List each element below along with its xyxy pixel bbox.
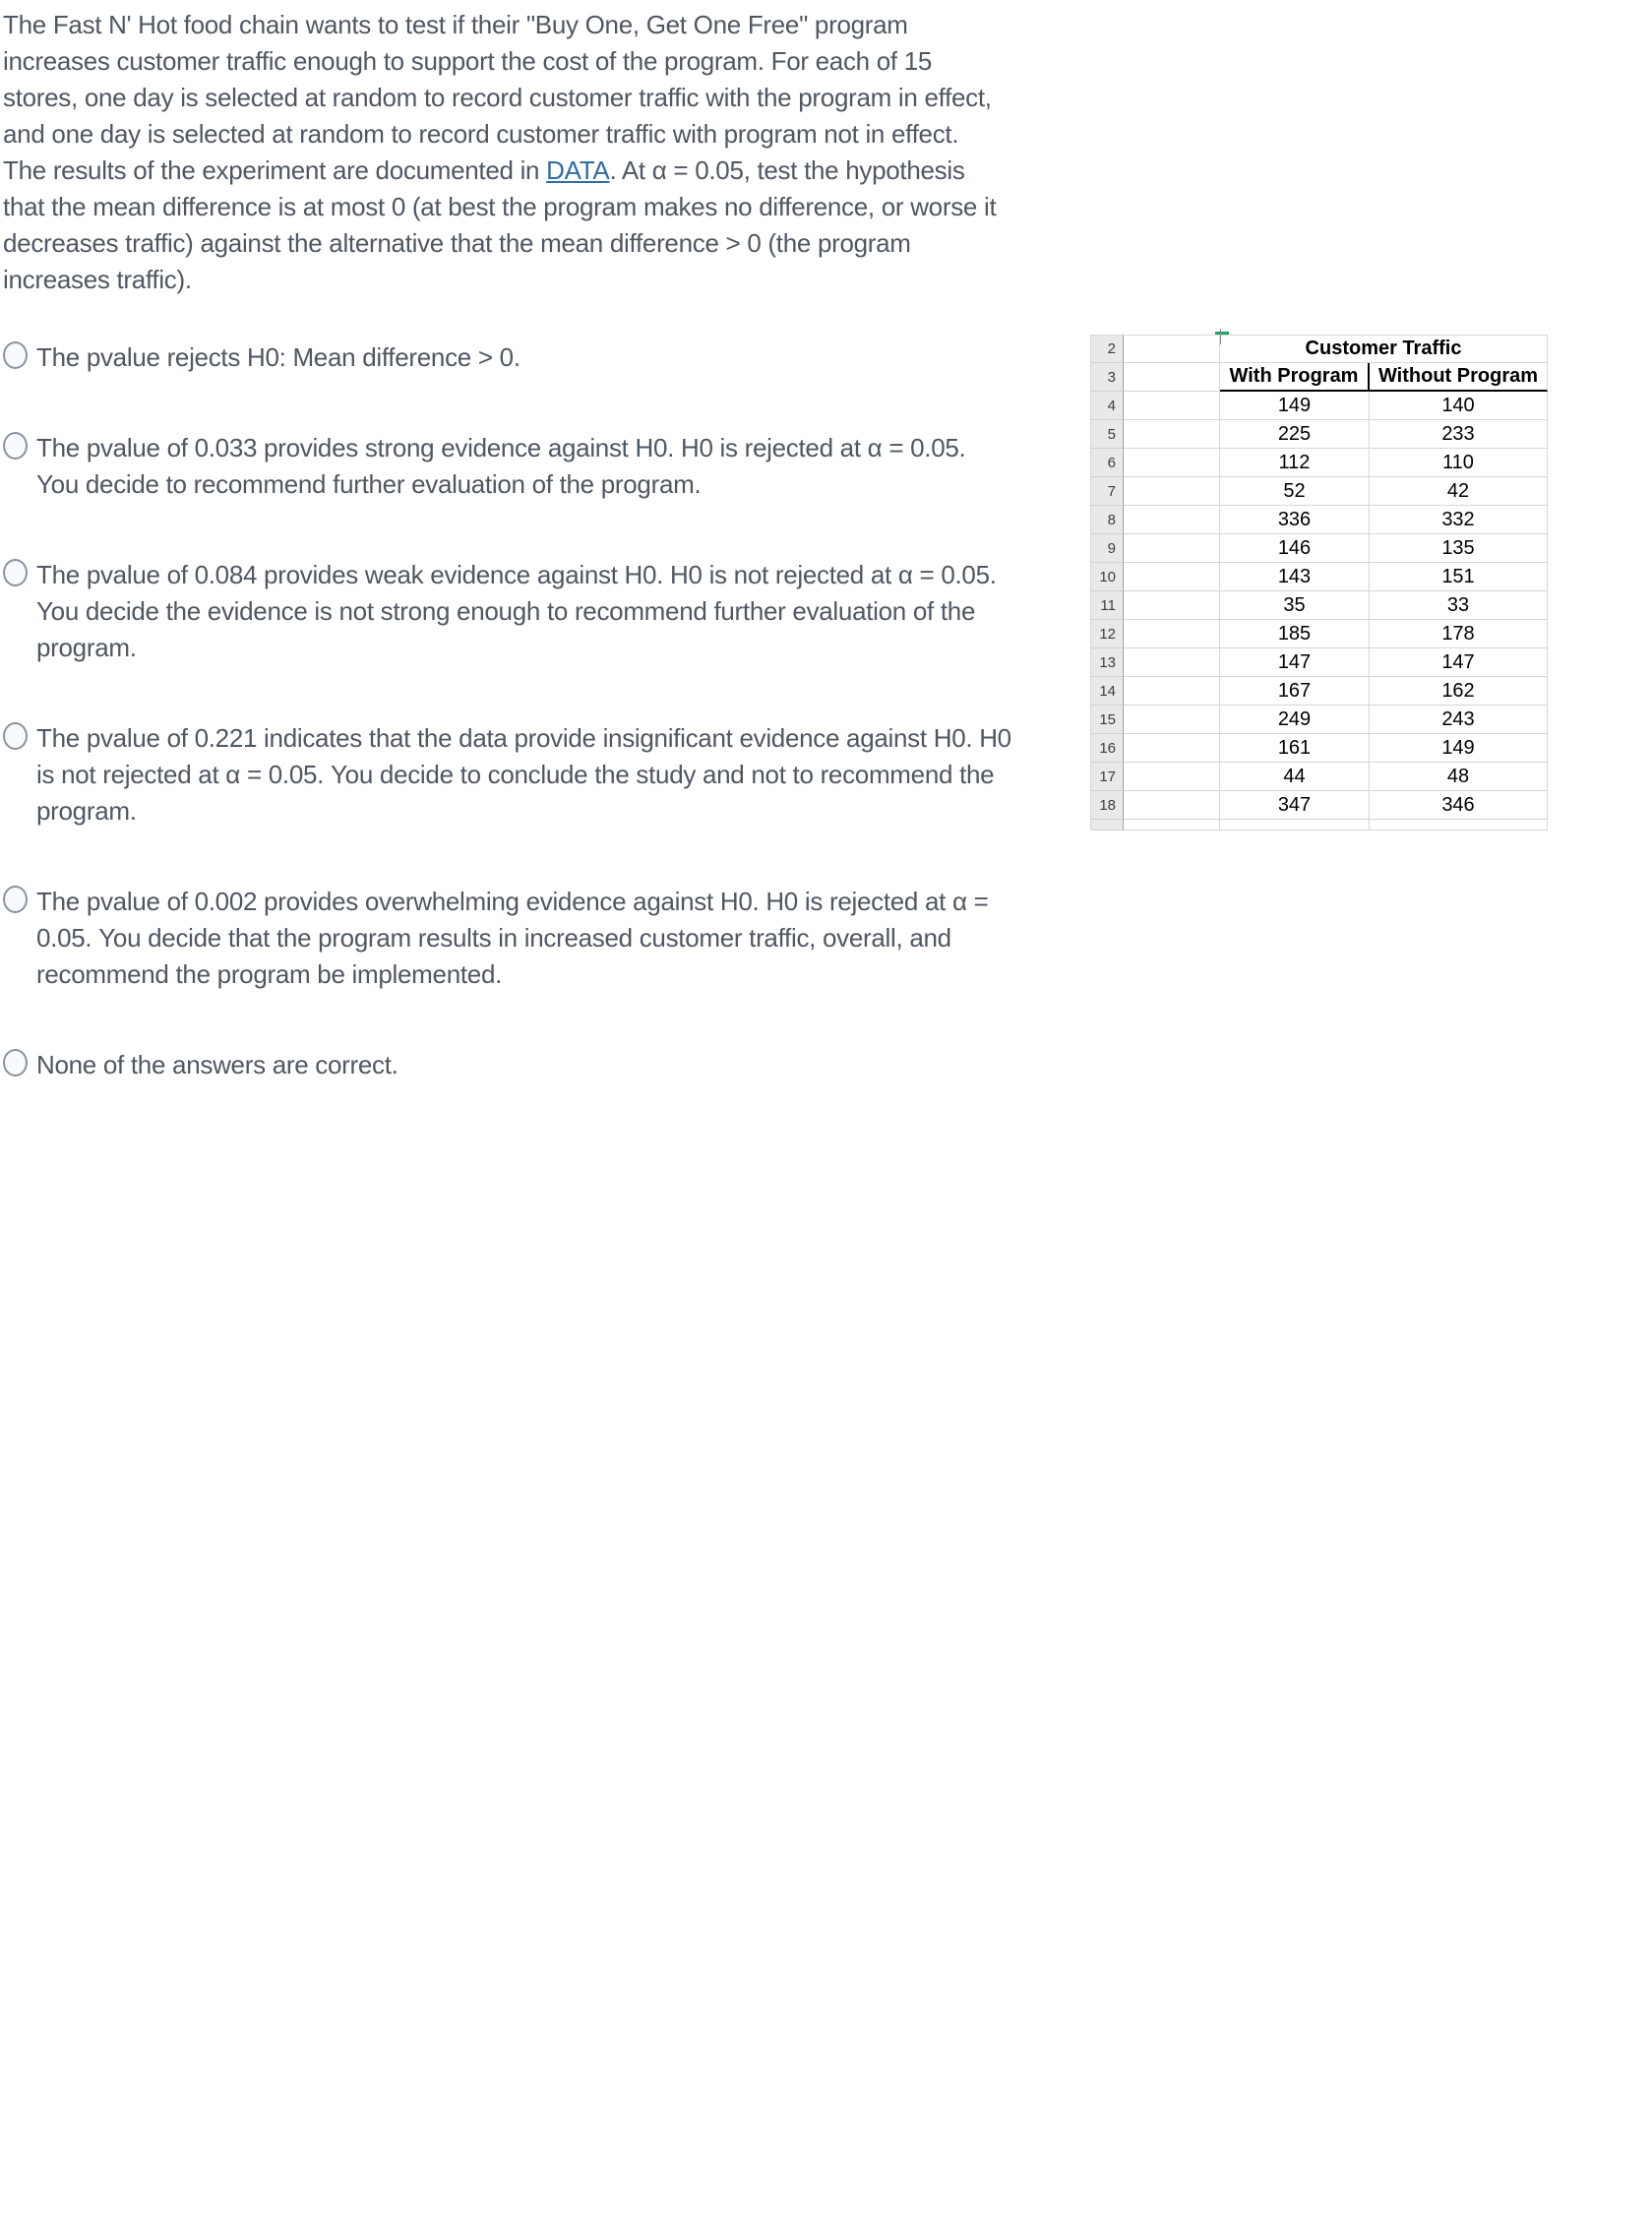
empty-cell <box>1370 820 1548 830</box>
empty-cell <box>1124 791 1220 820</box>
answer-option-label: The pvalue rejects H0: Mean difference > 0. <box>36 342 520 372</box>
without-program-value: 149 <box>1370 734 1548 763</box>
with-program-value: 167 <box>1220 677 1370 706</box>
without-program-value: 140 <box>1370 392 1548 420</box>
sheet-data-row <box>1090 706 1548 734</box>
with-program-value: 225 <box>1220 420 1370 449</box>
question-text <box>3 7 1003 298</box>
row-header: 4 <box>1090 392 1124 420</box>
empty-cell <box>1124 506 1220 534</box>
answer-option-label: The pvalue of 0.221 indicates that the data provide insignificant evidence against H0. H0 is not rejected at α = 0.05. You decide to conclude the study and not to recommend the program. <box>36 723 1011 826</box>
empty-cell <box>1220 820 1370 830</box>
sheet-data-row <box>1090 420 1548 449</box>
row-header: 8 <box>1090 506 1124 534</box>
with-program-value: 347 <box>1220 791 1370 820</box>
with-program-value: 112 <box>1220 449 1370 477</box>
row-header: 12 <box>1090 620 1124 648</box>
radio-button-icon[interactable] <box>3 722 28 750</box>
empty-cell <box>1124 563 1220 591</box>
empty-cell <box>1124 763 1220 791</box>
question-text-after-link: . At α = 0.05, test the hypothesis that the mean difference is at most 0 (at best the program makes no difference, or worse it decreases traffic) against the alternative that the mean difference > 0 (the program increases traffic). <box>3 155 997 294</box>
radio-button-icon[interactable] <box>3 1049 28 1076</box>
merged-title-cell: Customer Traffic <box>1220 335 1548 363</box>
question-text-before-link: The Fast N' Hot food chain wants to test if their "Buy One, Get One Free" program increases customer traffic enough to support the cost of the program. For each of 15 stores, one day is selected at random to record customer traffic with the program in effect, and one day is selected at random to record customer traffic with program not in effect. The results of the experiment are documented in <box>3 10 992 185</box>
row-header: 5 <box>1090 420 1124 449</box>
row-header: 13 <box>1090 648 1124 677</box>
sheet-data-row <box>1090 648 1548 677</box>
with-program-value: 147 <box>1220 648 1370 677</box>
answer-option-label: The pvalue of 0.084 provides weak evidence against H0. H0 is not rejected at α = 0.05. You decide the evidence is not strong enough to recommend further evaluation of the program. <box>36 560 997 662</box>
sheet-data-row <box>1090 677 1548 706</box>
row-header: 14 <box>1090 677 1124 706</box>
row-header <box>1090 820 1124 830</box>
row-header: 18 <box>1090 791 1124 820</box>
sheet-data-row <box>1090 734 1548 763</box>
sheet-data-row <box>1090 763 1548 791</box>
with-program-value: 161 <box>1220 734 1370 763</box>
sheet-row-partial <box>1090 820 1548 830</box>
sheet-data-row <box>1090 791 1548 820</box>
empty-cell <box>1124 677 1220 706</box>
sheet-data-row <box>1090 591 1548 620</box>
without-program-value: 332 <box>1370 506 1548 534</box>
sheet-data-row <box>1090 534 1548 563</box>
empty-cell <box>1124 363 1220 392</box>
answer-option-row-6[interactable] <box>3 1047 1026 1083</box>
row-header: 6 <box>1090 449 1124 477</box>
without-program-value: 33 <box>1370 591 1548 620</box>
answer-option-row-2[interactable] <box>3 430 1026 503</box>
without-program-value: 151 <box>1370 563 1548 591</box>
sheet-row-title <box>1090 335 1548 363</box>
answer-option-row-3[interactable] <box>3 557 1026 666</box>
without-program-value: 178 <box>1370 620 1548 648</box>
without-program-value: 135 <box>1370 534 1548 563</box>
empty-cell <box>1124 591 1220 620</box>
answer-option-row-5[interactable] <box>3 884 1026 993</box>
without-program-value: 110 <box>1370 449 1548 477</box>
empty-cell <box>1124 620 1220 648</box>
without-program-value: 48 <box>1370 763 1548 791</box>
answer-option-row-1[interactable] <box>3 339 1026 376</box>
with-program-value: 336 <box>1220 506 1370 534</box>
row-header: 15 <box>1090 706 1124 734</box>
with-program-value: 52 <box>1220 477 1370 506</box>
empty-cell <box>1124 449 1220 477</box>
without-program-value: 147 <box>1370 648 1548 677</box>
answer-option-row-4[interactable] <box>3 720 1026 830</box>
radio-button-icon[interactable] <box>3 886 28 913</box>
with-program-value: 146 <box>1220 534 1370 563</box>
radio-button-icon[interactable] <box>3 341 28 369</box>
with-program-value: 185 <box>1220 620 1370 648</box>
row-header: 10 <box>1090 563 1124 591</box>
row-header: 17 <box>1090 763 1124 791</box>
without-program-value: 42 <box>1370 477 1548 506</box>
data-link[interactable]: DATA <box>546 155 610 185</box>
sheet-data-row <box>1090 392 1548 420</box>
sheet-row-column-headers <box>1090 363 1548 392</box>
without-program-value: 233 <box>1370 420 1548 449</box>
without-program-value: 162 <box>1370 677 1548 706</box>
sheet-data-row <box>1090 449 1548 477</box>
column-header-with-program: With Program <box>1220 363 1370 392</box>
with-program-value: 143 <box>1220 563 1370 591</box>
with-program-value: 44 <box>1220 763 1370 791</box>
sheet-data-row <box>1090 506 1548 534</box>
empty-cell <box>1124 820 1220 830</box>
empty-cell <box>1124 706 1220 734</box>
spreadsheet-table <box>1090 335 1548 830</box>
with-program-value: 35 <box>1220 591 1370 620</box>
sheet-data-row <box>1090 620 1548 648</box>
without-program-value: 346 <box>1370 791 1548 820</box>
row-header: 7 <box>1090 477 1124 506</box>
empty-cell <box>1124 392 1220 420</box>
radio-button-icon[interactable] <box>3 559 28 586</box>
answer-option-label: The pvalue of 0.033 provides strong evidence against H0. H0 is rejected at α = 0.05. You decide to recommend further evaluation of the program. <box>36 433 966 499</box>
row-header: 16 <box>1090 734 1124 763</box>
gridline-stub <box>1220 329 1221 344</box>
without-program-value: 243 <box>1370 706 1548 734</box>
empty-cell <box>1124 420 1220 449</box>
row-header: 2 <box>1090 335 1124 363</box>
sheet-data-row <box>1090 477 1548 506</box>
empty-cell <box>1124 335 1220 363</box>
empty-cell <box>1124 477 1220 506</box>
sheet-data-row <box>1090 563 1548 591</box>
answer-options-list <box>3 339 1026 1138</box>
with-program-value: 249 <box>1220 706 1370 734</box>
empty-cell <box>1124 734 1220 763</box>
row-header: 9 <box>1090 534 1124 563</box>
row-header: 3 <box>1090 363 1124 392</box>
empty-cell <box>1124 648 1220 677</box>
cell-selection-mark-icon <box>1215 332 1229 335</box>
answer-option-label: The pvalue of 0.002 provides overwhelming evidence against H0. H0 is rejected at α = 0.05. You decide that the program results in increased customer traffic, overall, and recommend the program be implemented. <box>36 887 989 989</box>
answer-option-label: None of the answers are correct. <box>36 1050 398 1079</box>
empty-cell <box>1124 534 1220 563</box>
column-header-without-program: Without Program <box>1370 363 1548 392</box>
row-header: 11 <box>1090 591 1124 620</box>
radio-button-icon[interactable] <box>3 432 28 460</box>
with-program-value: 149 <box>1220 392 1370 420</box>
